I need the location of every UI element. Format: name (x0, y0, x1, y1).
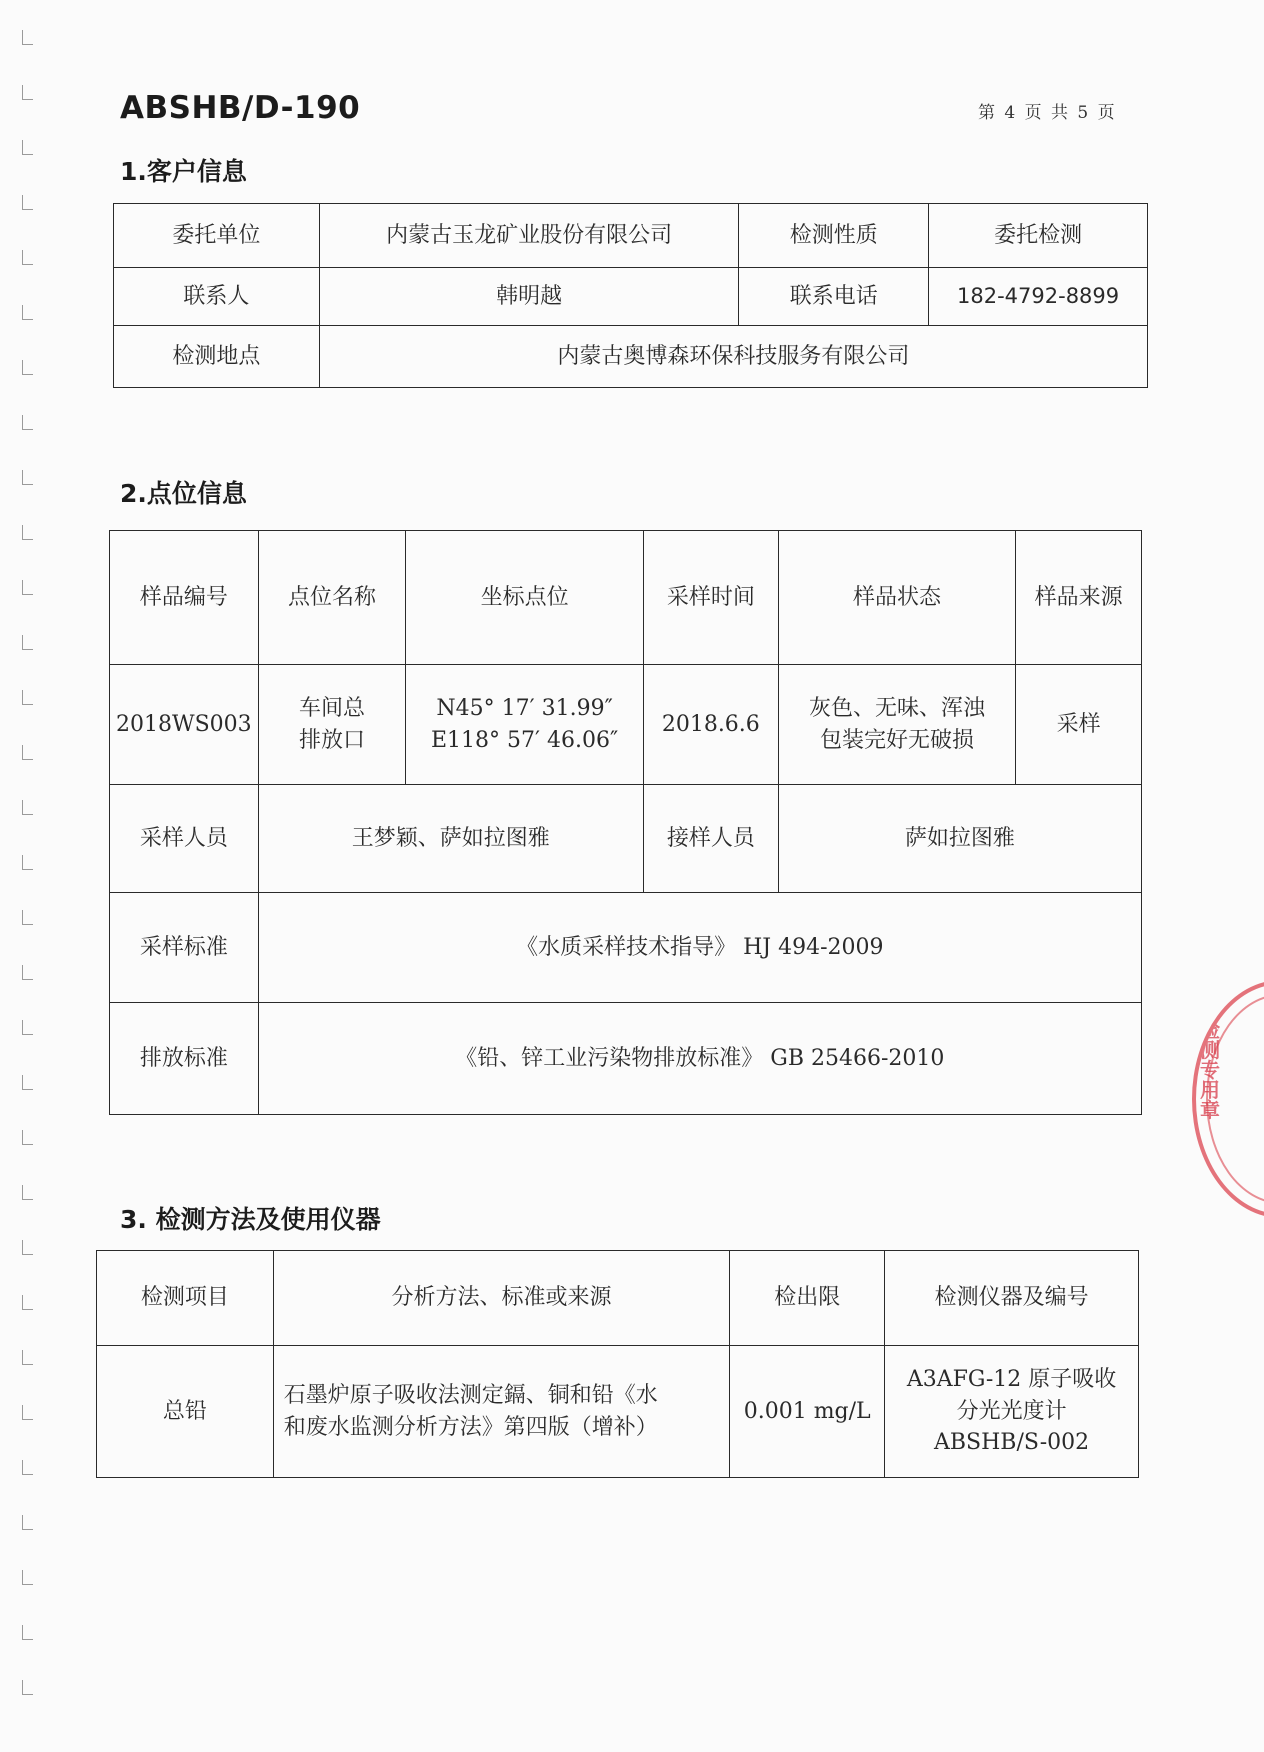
point-name (258, 665, 406, 785)
header-instrument: 检测仪器及编号 (885, 1251, 1139, 1346)
sampling-standard-value: 《水质采样技术指导》 HJ 494-2009 (258, 893, 1141, 1003)
test-methods-table (96, 1250, 1139, 1478)
client-unit-label: 委托单位 (114, 204, 320, 268)
instrument-line3: ABSHB/S-002 (933, 1430, 1090, 1456)
seal-text: 检测专用章 (1200, 1018, 1220, 1122)
contact-value: 韩明越 (319, 268, 739, 326)
sampler-label: 采样人员 (110, 785, 259, 893)
analysis-method (273, 1346, 729, 1478)
test-type-label: 检测性质 (739, 204, 929, 268)
header-analysis-method: 分析方法、标准或来源 (273, 1251, 729, 1346)
page-number: 第 4 页 共 5 页 (978, 103, 1117, 123)
sampling-standard-label: 采样标准 (110, 893, 259, 1003)
coordinate-north: N45° 17′ 31.99″ (436, 695, 613, 721)
sample-state-line1: 灰色、无味、浑浊 (809, 695, 986, 721)
instrument-line1: A3AFG-12 原子吸收 (906, 1366, 1117, 1392)
coordinates (406, 665, 644, 785)
analysis-method-line1: 石墨炉原子吸收法测定鎘、铜和铅《水 (283, 1382, 658, 1408)
test-location-value: 内蒙古奥博森环保科技服务有限公司 (319, 326, 1147, 388)
sampler-value: 王梦颖、萨如拉图雅 (258, 785, 643, 893)
test-location-label: 检测地点 (114, 326, 320, 388)
section-title-test-methods: 3. 检测方法及使用仪器 (120, 1205, 381, 1234)
test-type-value: 委托检测 (929, 204, 1148, 268)
client-info-table (113, 203, 1148, 388)
section-title-point-info: 2.点位信息 (120, 479, 247, 508)
sample-state (778, 665, 1015, 785)
header-point-name: 点位名称 (258, 531, 406, 665)
coordinate-east: E118° 57′ 46.06″ (430, 727, 619, 753)
phone-label: 联系电话 (739, 268, 929, 326)
discharge-standard-value: 《铅、锌工业污染物排放标准》 GB 25466-2010 (258, 1003, 1141, 1115)
sample-source: 采样 (1016, 665, 1142, 785)
contact-label: 联系人 (114, 268, 320, 326)
instrument (885, 1346, 1139, 1478)
section-title-client-info: 1.客户信息 (120, 157, 247, 186)
header-sample-source: 样品来源 (1016, 531, 1142, 665)
phone-value: 182-4792-8899 (929, 268, 1148, 326)
receiver-label: 接样人员 (643, 785, 778, 893)
discharge-standard-label: 排放标准 (110, 1003, 259, 1115)
point-name-line1: 车间总 (298, 695, 365, 721)
receiver-value: 萨如拉图雅 (778, 785, 1141, 893)
inspection-seal-stamp (1192, 980, 1264, 1218)
point-info-table (109, 530, 1142, 1115)
sample-id: 2018WS003 (110, 665, 259, 785)
document-code: ABSHB/D-190 (120, 90, 361, 126)
header-sample-id: 样品编号 (110, 531, 259, 665)
test-item: 总铅 (97, 1346, 274, 1478)
sampling-time: 2018.6.6 (643, 665, 778, 785)
header-coordinates: 坐标点位 (406, 531, 644, 665)
header-test-item: 检测项目 (97, 1251, 274, 1346)
client-unit-value: 内蒙古玉龙矿业股份有限公司 (319, 204, 739, 268)
point-name-line2: 排放口 (298, 727, 365, 753)
header-sample-state: 样品状态 (778, 531, 1015, 665)
header-detection-limit: 检出限 (730, 1251, 885, 1346)
instrument-line2: 分光光度计 (956, 1398, 1067, 1424)
detection-limit: 0.001 mg/L (730, 1346, 885, 1478)
sample-state-line2: 包装完好无破损 (820, 727, 975, 753)
header-sampling-time: 采样时间 (643, 531, 778, 665)
analysis-method-line2: 和废水监测分析方法》第四版（增补） (283, 1414, 658, 1440)
